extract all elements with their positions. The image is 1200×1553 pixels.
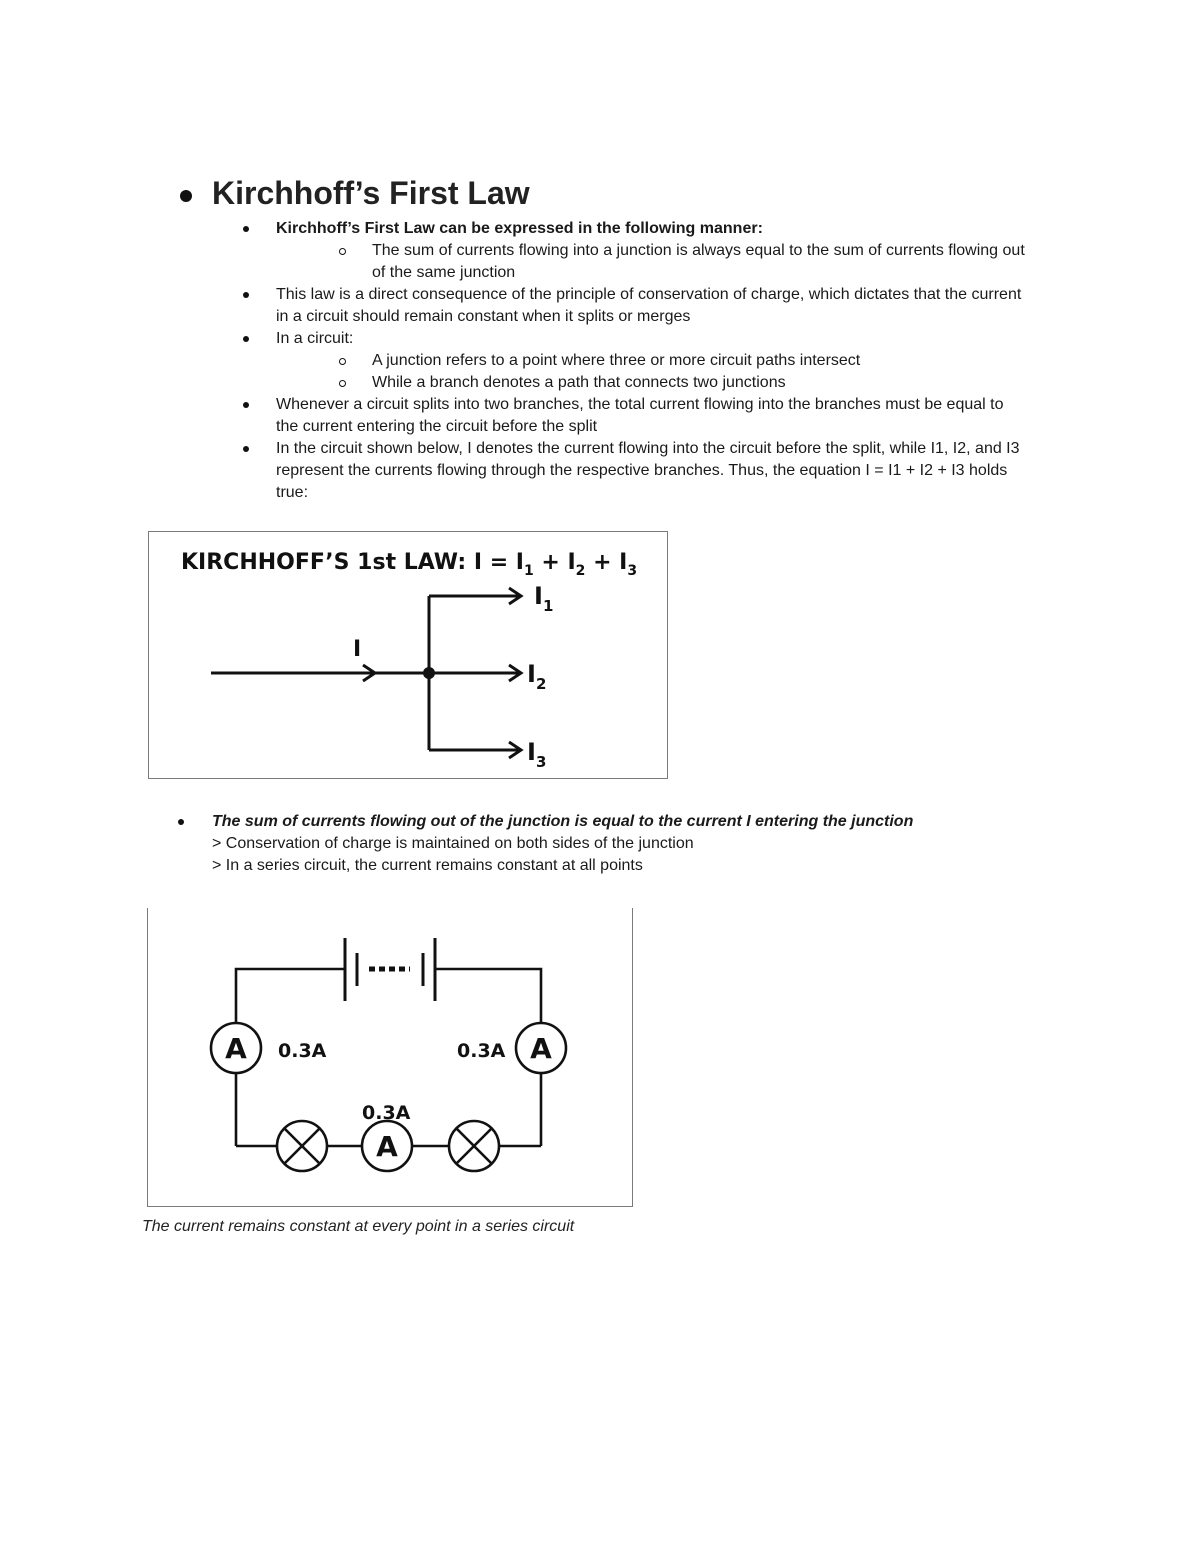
split-line1: Whenever a circuit splits into two branches, the total current flowing into the branches must be equal to xyxy=(276,396,1004,413)
top-right-wire xyxy=(435,969,541,1026)
intro-sub-line2: of the same junction xyxy=(372,264,516,281)
intro-sub-line1: The sum of currents flowing into a junction is always equal to the sum of currents flowing out xyxy=(372,242,1025,259)
junction-dot-icon xyxy=(423,667,435,679)
figure-title: KIRCHHOFF’S 1st LAW: $I = I_1 + I_2 + I_3$ xyxy=(181,550,638,579)
example-line2: represent the currents flowing through the respective branches. Thus, the equation I = I1 + I2 + I3 holds xyxy=(276,462,1008,479)
sub-bullet-icon xyxy=(339,358,346,365)
in-circuit-text: In a circuit: xyxy=(276,330,354,347)
right-lamp-icon xyxy=(449,1121,499,1171)
branch-definition: While a branch denotes a path that connects two junctions xyxy=(372,374,786,391)
conservation-line2: in a circuit should remain constant when it splits or merges xyxy=(276,308,691,325)
top-left-wire xyxy=(236,969,345,1026)
bullet-icon xyxy=(178,819,184,825)
example-line3: true: xyxy=(276,484,309,501)
current-label-i2: $I_2$ xyxy=(527,660,547,693)
left-lamp-icon xyxy=(277,1121,327,1171)
bottom-ammeter-symbol: A xyxy=(376,1130,398,1163)
bullet-icon xyxy=(243,402,249,408)
current-label-i3: $I_3$ xyxy=(527,738,547,771)
sub-bullet-icon xyxy=(339,380,346,387)
input-current-label: I xyxy=(353,637,362,662)
bottom-ammeter-reading: 0.3A xyxy=(362,1102,411,1124)
summary-note-2: > In a series circuit, the current remains constant at all points xyxy=(212,857,643,874)
summary-statement: The sum of currents flowing out of the junction is equal to the current I entering the junction xyxy=(212,813,914,830)
junction-diagram xyxy=(149,532,667,778)
junction-definition: A junction refers to a point where three or more circuit paths intersect xyxy=(372,352,861,369)
current-label-i1: $I_1$ xyxy=(534,582,554,615)
page-title: Kirchhoff’s First Law xyxy=(212,175,530,211)
intro-text: Kirchhoff’s First Law can be expressed in the following manner: xyxy=(276,220,763,237)
left-ammeter-reading: 0.3A xyxy=(278,1040,327,1062)
right-ammeter-reading: 0.3A xyxy=(457,1040,506,1062)
bullet-icon xyxy=(243,446,249,452)
kirchhoff-law-figure xyxy=(148,531,668,779)
summary-note-1: > Conservation of charge is maintained on both sides of the junction xyxy=(212,835,694,852)
heading-bullet-icon xyxy=(180,190,192,202)
bullet-icon xyxy=(243,226,249,232)
right-ammeter-symbol: A xyxy=(530,1032,552,1065)
example-line1: In the circuit shown below, I denotes the current flowing into the circuit before the split, while I1, I2, and I3 xyxy=(276,440,1020,457)
figure-caption: The current remains constant at every point in a series circuit xyxy=(142,1218,575,1235)
bullet-icon xyxy=(243,336,249,342)
left-ammeter-symbol: A xyxy=(225,1032,247,1065)
series-circuit-figure xyxy=(147,908,633,1207)
sub-bullet-icon xyxy=(339,248,346,255)
conservation-line1: This law is a direct consequence of the principle of conservation of charge, which dictates that the current xyxy=(276,286,1022,303)
split-line2: the current entering the circuit before the split xyxy=(276,418,598,435)
bullet-icon xyxy=(243,292,249,298)
series-circuit-diagram xyxy=(148,908,632,1206)
